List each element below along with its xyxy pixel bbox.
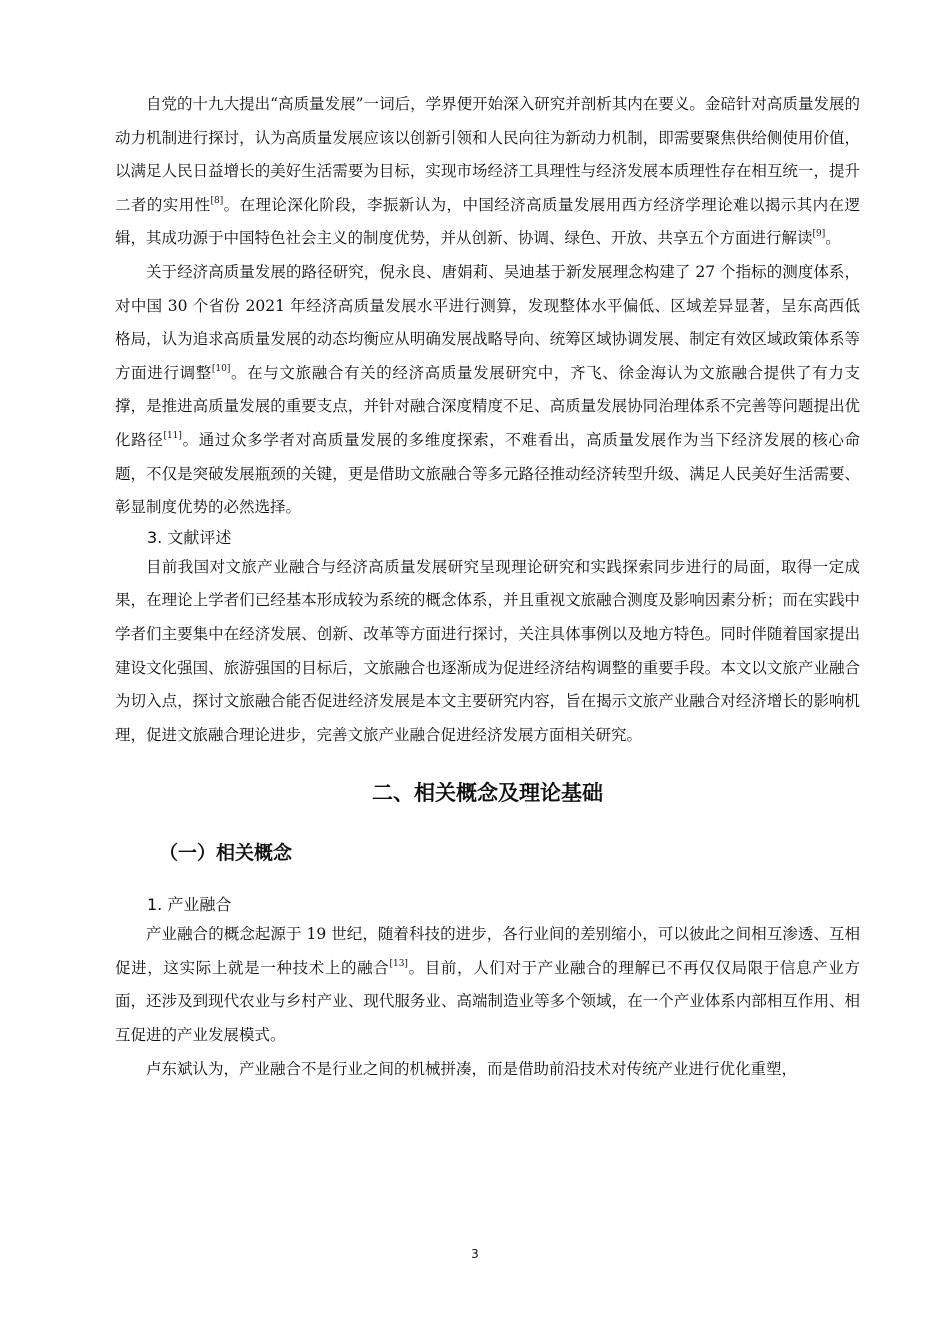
text: 关于经济高质量发展的路径研究，倪永良、唐娟莉、吴迪基于新发展理念构建了 27 个指标的测度体系，对中国 30 个省份 2021 年经济高质量发展水平进行测算，发现整体水平偏低、区域差异显著，呈东高西低格局，认为追求高质量发展的动态均衡应从明确发展战略导向、统筹区域协调发展、制定有效区域政策体系等方面进行调整: [115, 262, 860, 382]
paragraph-literature-review: 目前我国对文旅产业融合与经济高质量发展研究呈现理论研究和实践探索同步进行的局面，取得一定成果，在理论上学者们已经基本形成较为系统的概念体系，并且重视文旅融合测度及影响因素分析；而在实践中学者们主要集中在经济发展、创新、改革等方面进行探讨，关注具体事例以及地方特色。同时伴随着国家提出建设文化强国、旅游强国的目标后，文旅融合也逐渐成为促进经济结构调整的重要手段。本文以文旅产业融合为切入点，探讨文旅融合能否促进经济发展是本文主要研究内容，旨在揭示文旅产业融合对经济增长的影响机理，促进文旅融合理论进步，完善文旅产业融合促进经济发展方面相关研究。: [115, 557, 860, 744]
text: 。在与文旅融合有关的经济高质量发展研究中，齐飞、徐金海认为文旅融合提供了有力支撑，是推进高质量发展的重要支点，并针对融合深度精度不足、高质量发展协同治理体系不完善等问题提出优化路径: [115, 363, 860, 449]
paragraph-quality-development-path: [115, 256, 860, 525]
paragraph-lu-dongbin: 卢东斌认为，产业融合不是行业之间的机械拼凑，而是借助前沿技术对传统产业进行优化重塑，: [146, 1059, 798, 1078]
text: 自党的十九大提出“高质量发展”一词后，学界便开始深入研究并剖析其内在要义。金碚针对高质量发展的动力机制进行探讨，认为高质量发展应该以创新引领和人民向往为新动力机制，即需要聚焦供给侧使用价值，以满足人民日益增长的美好生活需要为目标，实现市场经济工具理性与经济发展本质理性存在相互统一，提升二者的实用性: [115, 95, 860, 214]
citation: [10]: [211, 363, 231, 374]
chapter-heading: 二、相关概念及理论基础: [372, 781, 603, 806]
citation: [11]: [163, 430, 182, 441]
section-heading: （一）相关概念: [159, 842, 293, 865]
subsection-heading-literature-review: 3. 文献评述: [147, 527, 232, 547]
citation: [8]: [210, 195, 224, 206]
page-number: 3: [471, 1247, 479, 1261]
citation: [13]: [389, 958, 408, 969]
text: 。目前，人们对于产业融合的理解已不再仅仅局限于信息产业方面，还涉及到现代农业与乡村产业、现代服务业、高端制造业等多个领域，在一个产业体系内部相互作用、相互促进的产业发展模式。: [115, 958, 860, 1045]
page-body: [115, 88, 860, 1086]
paragraph-quality-development-concept: [115, 88, 860, 256]
text: 。在理论深化阶段，李振新认为，中国经济高质量发展用西方经济学理论难以揭示其内在逻辑，其成功源于中国特色社会主义的制度优势，并从创新、协调、绿色、开放、共享五个方面进行解读: [115, 195, 860, 248]
paragraph-industry-fusion-origin: [115, 918, 860, 1052]
subsection-heading-industry-fusion: 1. 产业融合: [147, 895, 232, 915]
citation: [9]: [812, 229, 826, 240]
text: 。: [825, 229, 841, 248]
text: 产业融合的概念起源于 19 世纪，随着科技的进步，各行业间的差别缩小，可以彼此之间相互渗透、互相促进，这实际上就是一种技术上的融合: [115, 925, 860, 977]
text: 。通过众多学者对高质量发展的多维度探索，不难看出，高质量发展作为当下经济发展的核心命题，不仅是突破发展瓶颈的关键，更是借助文旅融合等多元路径推动经济转型升级、满足人民美好生活需要、彰显制度优势的必然选择。: [115, 430, 860, 517]
